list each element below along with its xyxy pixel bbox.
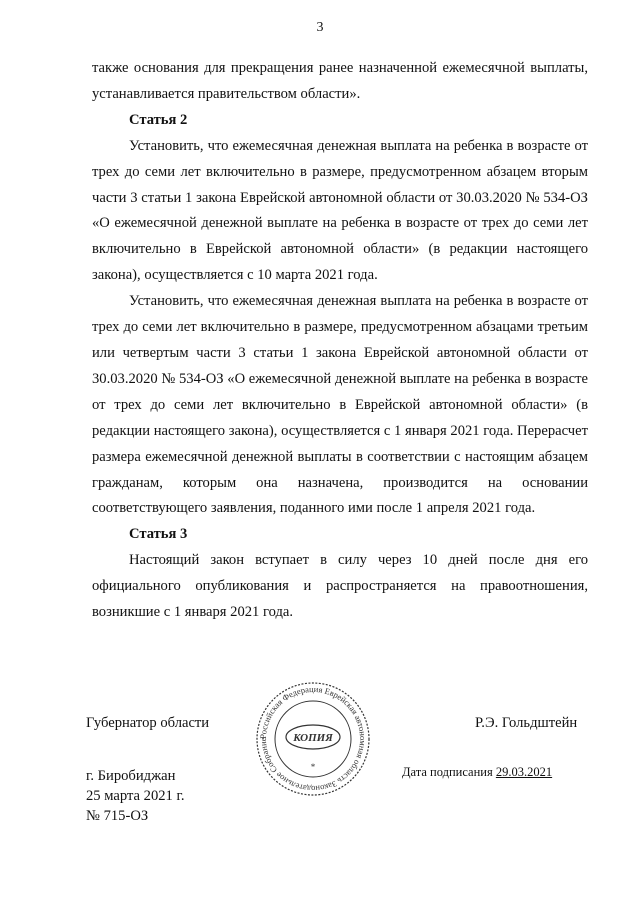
signatory-position: Губернатор области	[86, 715, 210, 731]
registration-date: 25 марта 2021 г.	[86, 788, 185, 804]
article-3-heading: Статья 3	[129, 526, 188, 543]
article-2-heading: Статья 2	[129, 111, 188, 128]
signing-date-value: 29.03.2021	[495, 765, 553, 779]
article-3-paragraph-1: Настоящий закон вступает в силу через 10 дней после дня его официального опубликования и распространяется на правоотношения, возникшие с 1 января 2021 года.	[92, 552, 588, 621]
registration-block	[86, 766, 184, 826]
signing-date	[402, 765, 552, 780]
article-2-paragraph-2: Установить, что ежемесячная денежная выплата на ребенка в возрасте от трех до семи лет включительно в размере, предусмотренном абзацами третьим или четвертым части 3 статьи 1 закона Еврейской автономной области от 30.03.2020 № 534-ОЗ «О ежемесячной денежной выплате на ребенка в возрасте от трех до семи лет включительно в Еврейской автономной области» (в редакции настоящего закона), осуществляется с 1 января 2021 года. Перерасчет размера ежемесячной денежной выплаты в соответствии с настоящим абзацем гражданам, которым она назначена, производится на основании соответствующего заявления, поданного ими после 1 апреля 2021 года.	[92, 293, 588, 517]
paragraph-continuation: также основания для прекращения ранее назначенной ежемесячной выплаты, устанавливается правительством области».	[92, 60, 588, 102]
page-number: 3	[316, 20, 324, 35]
stamp-ring-text: Российская Федерация Еврейская автономная область Законодательное Собрание	[257, 683, 369, 795]
signing-date-label: Дата подписания	[402, 765, 493, 779]
stamp-center-text: КОПИЯ	[293, 732, 333, 744]
registration-number: № 715-ОЗ	[86, 808, 149, 824]
stamp-star-icon: *	[310, 762, 316, 772]
copy-stamp	[254, 680, 372, 798]
signatory-name: Р.Э. Гольдштейн	[475, 715, 578, 731]
article-2-paragraph-1: Установить, что ежемесячная денежная выплата на ребенка в возрасте от трех до семи лет включительно в размере, предусмотренном абзацем вторым части 3 статьи 1 закона Еврейской автономной области от 30.03.2020 № 534-ОЗ «О ежемесячной денежной выплате на ребенка в возрасте от трех до семи лет включительно в Еврейской автономной области» (в редакции настоящего закона), осуществляется с 10 марта 2021 года.	[92, 137, 588, 284]
document-body	[92, 56, 588, 626]
registration-city: г. Биробиджан	[86, 768, 176, 784]
